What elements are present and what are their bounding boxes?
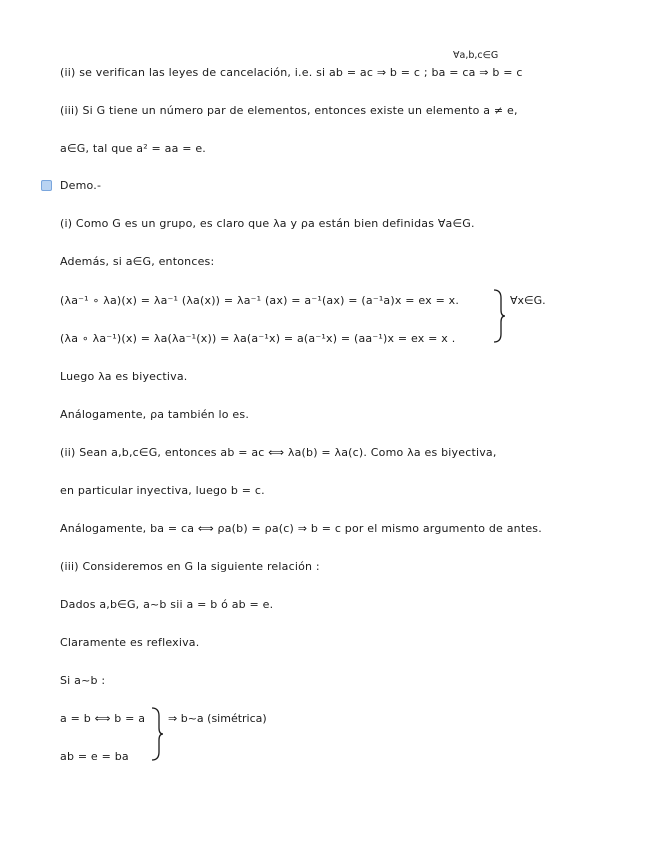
line-relation-def: Dados a,b∈G, a~b sii a = b ó ab = e. (60, 598, 274, 611)
line-reflexiva: Claramente es reflexiva. (60, 636, 200, 649)
note-forall-abc: ∀a,b,c∈G (453, 50, 499, 61)
line-analogamente-rho: Análogamente, ρa también lo es. (60, 408, 250, 421)
line-even-order-cont: a∈G, tal que a² = aa = e. (60, 142, 206, 155)
line-ab-eq-e: ab = e = ba (60, 750, 129, 763)
right-brace-icon (150, 706, 164, 762)
line-part-iii: (iii) Consideremos en G la siguiente relación : (60, 560, 320, 573)
brace-label-forall-x: ∀x∈G. (510, 294, 546, 307)
demo-heading: Demo.- (60, 179, 102, 192)
line-analogamente-ba: Análogamente, ba = ca ⟺ ρa(b) = ρa(c) ⇒ b = c por el mismo argumento de antes. (60, 522, 542, 535)
line-part-ii: (ii) Sean a,b,c∈G, entonces ab = ac ⟺ λa(b) = λa(c). Como λa es biyectiva, (60, 446, 497, 459)
line-composition-1: (λa⁻¹ ∘ λa)(x) = λa⁻¹ (λa(x)) = λa⁻¹ (ax) = a⁻¹(ax) = (a⁻¹a)x = ex = x. (60, 294, 460, 307)
brace-label-simetrica: ⇒ b~a (simétrica) (168, 712, 267, 725)
bookmark-icon[interactable] (41, 180, 52, 191)
line-inyectiva: en particular inyectiva, luego b = c. (60, 484, 265, 497)
line-ademas: Además, si a∈G, entonces: (60, 255, 215, 268)
line-cancellation-laws: (ii) se verifican las leyes de cancelación, i.e. si ab = ac ⇒ b = c ; ba = ca ⇒ b = c (60, 66, 523, 79)
line-part-i: (i) Como G es un grupo, es claro que λa y ρa están bien definidas ∀a∈G. (60, 217, 475, 230)
line-composition-2: (λa ∘ λa⁻¹)(x) = λa(λa⁻¹(x)) = λa(a⁻¹x) = a(a⁻¹x) = (aa⁻¹)x = ex = x . (60, 332, 456, 345)
line-si-a-b: Si a~b : (60, 674, 106, 687)
line-even-order: (iii) Si G tiene un número par de elementos, entonces existe un elemento a ≠ e, (60, 104, 518, 117)
line-luego-biyectiva: Luego λa es biyectiva. (60, 370, 188, 383)
right-brace-icon (492, 288, 506, 344)
line-a-eq-b: a = b ⟺ b = a (60, 712, 146, 725)
